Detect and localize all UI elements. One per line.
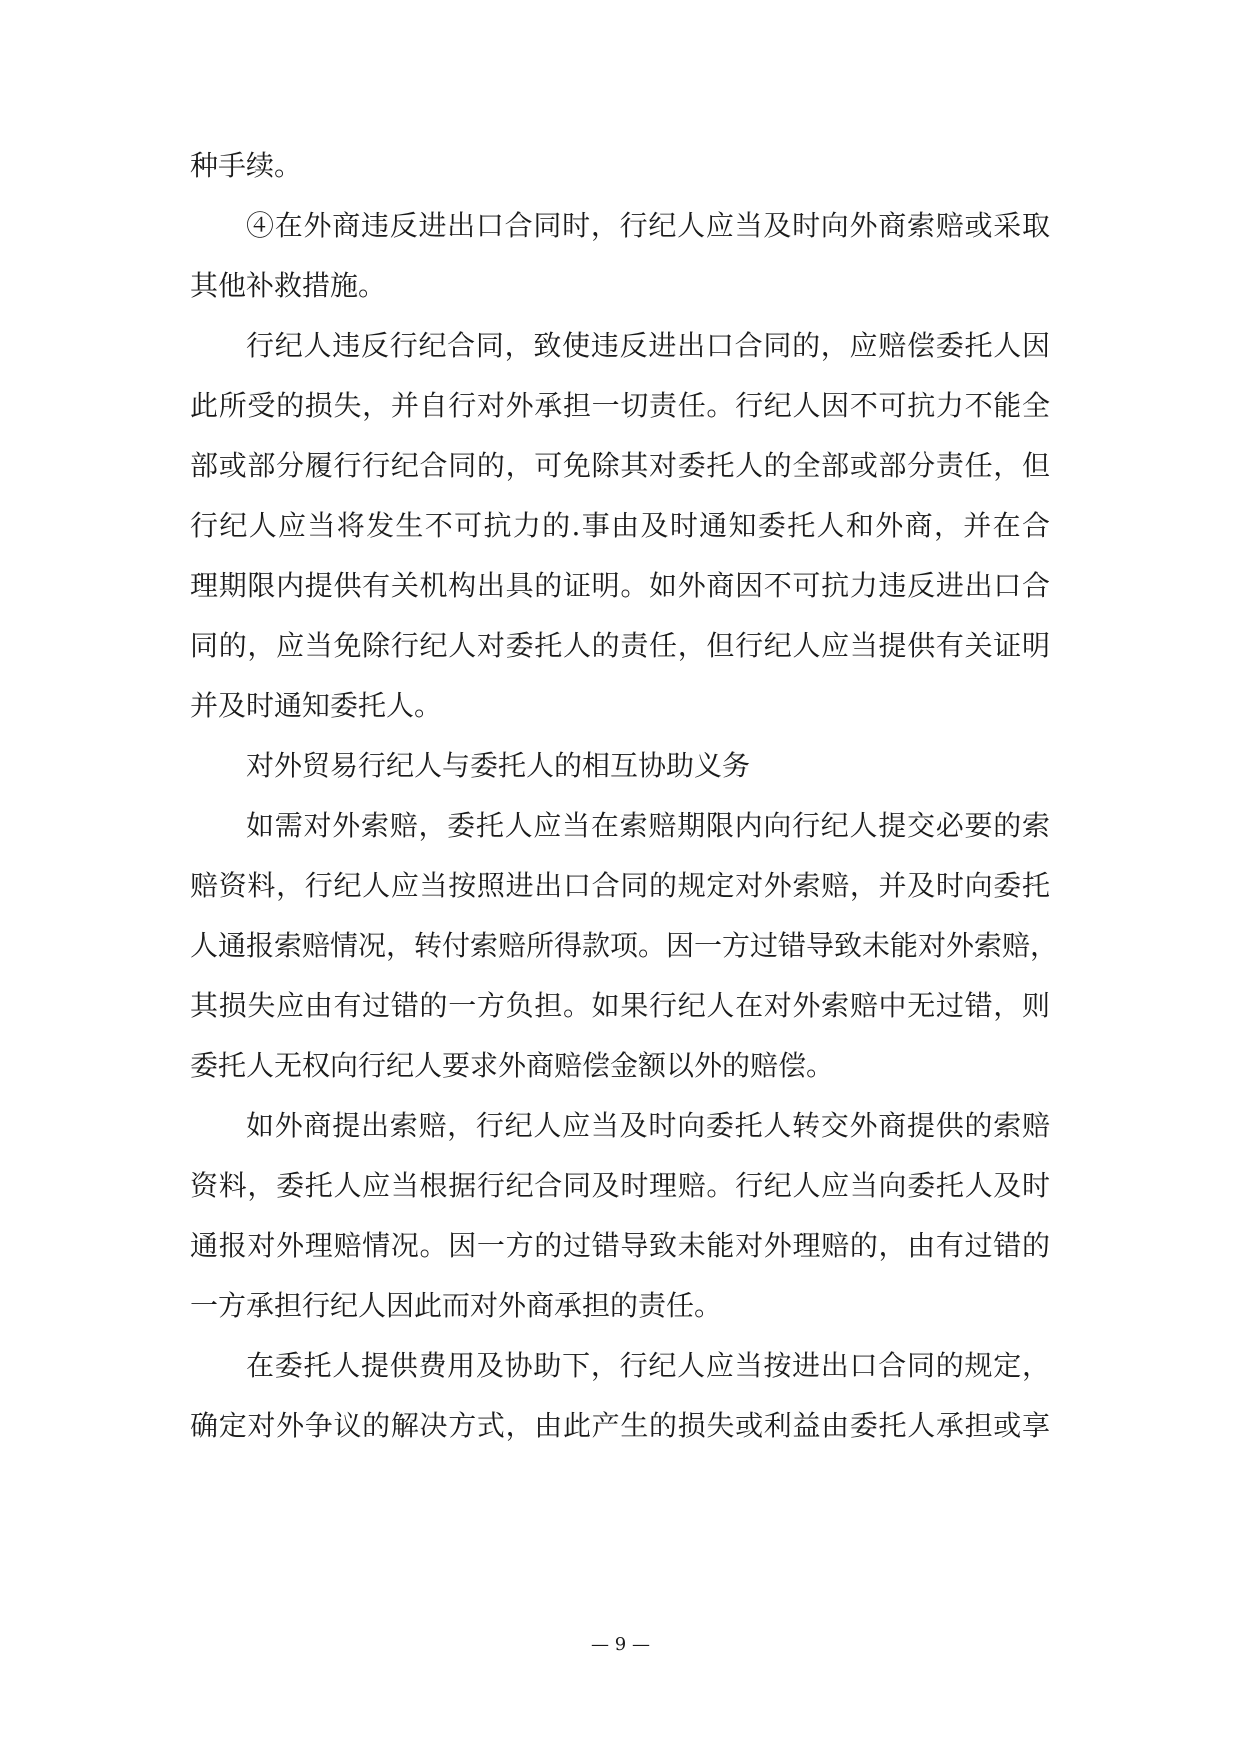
text-line: 确定对外争议的解决方式，由此产生的损失或利益由委托人承担或享 <box>190 1409 1050 1442</box>
text-line: 赔资料，行纪人应当按照进出口合同的规定对外索赔，并及时向委托 <box>190 869 1050 902</box>
text-line: 并及时通知委托人。 <box>190 689 443 722</box>
text-line: 如需对外索赔，委托人应当在索赔期限内向行纪人提交必要的索 <box>246 809 1050 842</box>
text-line: 此所受的损失，并自行对外承担一切责任。行纪人因不可抗力不能全 <box>190 389 1050 422</box>
text-line: 如外商提出索赔，行纪人应当及时向委托人转交外商提供的索赔 <box>246 1109 1050 1142</box>
text-line: 理期限内提供有关机构出具的证明。如外商因不可抗力违反进出口合 <box>190 569 1050 602</box>
text-line: 部或部分履行行纪合同的，可免除其对委托人的全部或部分责任，但 <box>190 449 1050 482</box>
text-line: 同的，应当免除行纪人对委托人的责任，但行纪人应当提供有关证明 <box>190 629 1050 662</box>
text-line: 其他补救措施。 <box>190 269 387 302</box>
section-heading: 对外贸易行纪人与委托人的相互协助义务 <box>246 749 751 782</box>
text-line: 行纪人应当将发生不可抗力的.事由及时通知委托人和外商，并在合 <box>190 509 1050 542</box>
text-line: 在委托人提供费用及协助下，行纪人应当按进出口合同的规定， <box>246 1349 1050 1382</box>
text-line: 委托人无权向行纪人要求外商赔偿金额以外的赔偿。 <box>190 1049 835 1082</box>
text-line: 种手续。 <box>190 149 303 182</box>
text-line: 通报对外理赔情况。因一方的过错导致未能对外理赔的，由有过错的 <box>190 1229 1050 1262</box>
text-line: 资料，委托人应当根据行纪合同及时理赔。行纪人应当向委托人及时 <box>190 1169 1050 1202</box>
text-line: ④在外商违反进出口合同时，行纪人应当及时向外商索赔或采取 <box>246 209 1050 242</box>
text-line: 行纪人违反行纪合同，致使违反进出口合同的，应赔偿委托人因 <box>246 329 1050 362</box>
text-line: 人通报索赔情况，转付索赔所得款项。因一方过错导致未能对外索赔， <box>190 929 1059 962</box>
text-line: 一方承担行纪人因此而对外商承担的责任。 <box>190 1289 723 1322</box>
page-number: — 9 — <box>591 1634 650 1655</box>
text-line: 其损失应由有过错的一方负担。如果行纪人在对外索赔中无过错，则 <box>190 989 1050 1022</box>
